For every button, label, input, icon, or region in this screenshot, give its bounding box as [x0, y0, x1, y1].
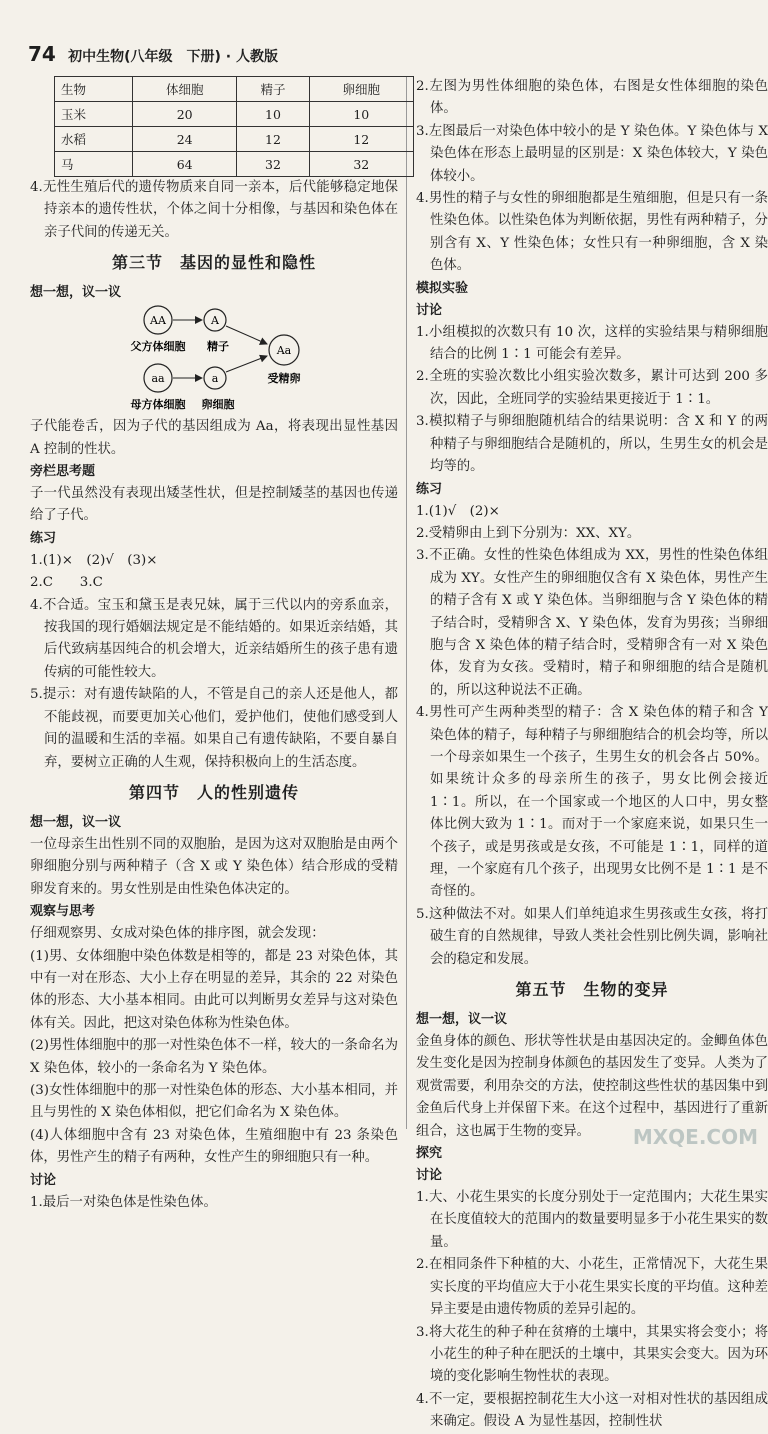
table-header: 生物	[55, 77, 133, 102]
table-cell: 10	[237, 102, 309, 127]
section5-think-heading: 想一想，议一议	[416, 1012, 508, 1028]
father-genotype: AA	[150, 314, 166, 328]
practice-answer: 2.受精卵由上到下分别为：XX、XY。	[416, 525, 641, 541]
table-cell: 12	[237, 127, 309, 152]
discussion-answer: 2.左图为男性体细胞的染色体，右图是女性体细胞的染色体。	[416, 79, 768, 117]
discussion-answer: 4.男性的精子与女性的卵细胞都是生殖细胞，但是只有一条性染色体。以性染色体为判断依据，男性有两种精子，分别含有 X、Y 性染色体；女性只有一种卵细胞，含 X 染色体。	[416, 191, 768, 274]
sperm-label: 精子	[207, 340, 229, 354]
chromosome-table	[54, 76, 414, 177]
table-cell: 24	[133, 127, 237, 152]
section4-title: 第四节 人的性别遗传	[128, 782, 299, 802]
simulation-heading: 模拟实验	[416, 280, 469, 296]
table-row	[55, 152, 414, 177]
column-divider	[406, 76, 407, 1129]
section3-title: 第三节 基因的显性和隐性	[111, 253, 316, 273]
page-number: 74	[28, 42, 56, 66]
observe-heading: 观察与思考	[30, 904, 96, 920]
simulation-answer: 2.全班的实验次数比小组实验次数多，累计可达到 200 多次，因此，全班同学的实验结果更接近于 1∶1。	[416, 369, 768, 407]
arrow-sperm-zygote	[226, 326, 267, 344]
table-cell: 12	[309, 127, 413, 152]
table-cell: 32	[309, 152, 413, 177]
section5-title: 第五节 生物的变异	[515, 980, 669, 1000]
explore-heading: 探究	[416, 1146, 443, 1162]
mother-label: 母方体细胞	[130, 398, 186, 412]
observe-text: (3)女性体细胞中的那一对性染色体的形态、大小基本相同，并且与男性的 X 染色体相似，把它们命名为 X 染色体。	[30, 1082, 398, 1121]
simulation-discussion-heading: 讨论	[416, 302, 443, 318]
zygote-genotype: Aa	[276, 344, 292, 358]
table-cell: 水稻	[55, 127, 133, 152]
table-cell: 32	[237, 152, 309, 177]
table-header: 卵细胞	[309, 77, 413, 102]
table-row	[55, 102, 414, 127]
practice-answer: 4.不合适。宝玉和黛玉是表兄妹，属于三代以内的旁系血亲，按我国的现行婚姻法规定是不能结婚的。如果近亲结婚，其后代致病基因纯合的机会增大，近亲结婚所生的孩子患有遗传病的可能性较大。	[30, 597, 398, 680]
father-label: 父方体细胞	[130, 340, 186, 354]
practice-answer: 2.C 3.C	[30, 575, 103, 591]
explore-answer: 1.大、小花生果实的长度分别处于一定范围内；大花生果实在长度值较大的范围内的数量要明显多于小花生果实的数量。	[416, 1190, 768, 1250]
left-column	[30, 76, 398, 1210]
section3-think-heading: 想一想，议一议	[30, 285, 122, 301]
observe-text: (1)男、女体细胞中染色体数是相等的，都是 23 对染色体，其中有一对在形态、大小上存在明显的差异，其余的 22 对染色体的形态、大小基本相同。由此可以判断男女差异与这对染色体有关。因此，把这对染色体称为性染色体。	[30, 948, 398, 1031]
site-watermark: MXQE.COM	[632, 1125, 758, 1149]
egg-genotype: a	[211, 372, 219, 386]
sidebar-question-heading: 旁栏思考题	[30, 464, 96, 480]
table-header-row	[55, 77, 414, 102]
sperm-genotype: A	[211, 314, 219, 328]
gene-diagram-svg	[30, 306, 398, 414]
table-row	[55, 127, 414, 152]
practice-answer: 1.(1)× (2)√ (3)×	[30, 552, 158, 568]
sidebar-question-answer: 子一代虽然没有表现出矮茎性状，但是控制矮茎的基因也传递给了子代。	[30, 486, 398, 524]
zygote-label: 受精卵	[267, 372, 301, 386]
table-cell: 10	[309, 102, 413, 127]
table-cell: 20	[133, 102, 237, 127]
arrow-egg-zygote	[226, 356, 267, 372]
egg-label: 卵细胞	[201, 398, 235, 412]
table-header: 精子	[237, 77, 309, 102]
practice-answer: 5.这种做法不对。如果人们单纯追求生男孩或生女孩，将打破生育的自然规律，导致人类社会性别比例失调，影响社会的稳定和发展。	[416, 906, 768, 967]
observe-text: (4)人体细胞中含有 23 对染色体，生殖细胞中有 23 条染色体，男性产生的精子有两种，女性产生的卵细胞只有一种。	[30, 1127, 398, 1166]
explore-answer: 2.在相同条件下种植的大、小花生，正常情况下，大花生果实长度的平均值应大于小花生果实长度的平均值。这种差异主要是由遗传物质的差异引起的。	[416, 1257, 768, 1318]
practice-answer: 1.(1)√ (2)×	[416, 503, 500, 519]
section4-practice-heading: 练习	[416, 481, 443, 497]
simulation-answer: 1.小组模拟的次数只有 10 次，这样的实验结果与精卵细胞结合的比例 1∶1 可能会有差异。	[416, 324, 768, 363]
table-cell: 玉米	[55, 102, 133, 127]
observe-text: (2)男性体细胞中的那一对性染色体不一样，较大的一条命名为 X 染色体，较小的一条命名为 Y 染色体。	[30, 1038, 398, 1076]
section4-discussion-heading: 讨论	[30, 1172, 57, 1188]
book-title: 初中生物(八年级 下册) · 人教版	[68, 49, 278, 65]
page-header	[28, 42, 278, 70]
explore-answer: 3.将大花生的种子种在贫瘠的土壤中，其果实将会变小；将小花生的种子种在肥沃的土壤中，其果实会变大。因为环境的变化影响生物性状的表现。	[416, 1324, 768, 1385]
practice-answer: 4.男性可产生两种类型的精子：含 X 染色体的精子和含 Y 染色体的精子，每种精子与卵细胞结合的机会均等，所以一个母亲如果生一个孩子，生男生女的机会各占 50%。如果统计众多的母亲所生的孩子，男女比例会接近 1∶1。所以，在一个国家或一个地区的人口中，男女整体比例大致为 1∶1。而对于一个家庭来说，如果只生一个孩子，或是男孩或是女孩，不可能是 1∶1，同样的道理，一个家庭有几个孩子，出现男女比例不是 1∶1 是不奇怪的。	[416, 705, 768, 900]
mother-genotype: aa	[151, 372, 165, 386]
explore-discussion-heading: 讨论	[416, 1168, 443, 1184]
practice-answer: 5.提示：对有遗传缺陷的人，不管是自己的亲人还是他人，都不能歧视，而要更加关心他们，爱护他们，使他们感受到人间的温暖和生活的幸福。如果自己有遗传缺陷，不要自暴自弃，要树立正确的人生观，保持积极向上的生活态度。	[30, 687, 398, 770]
section5-answer: 金鱼身体的颜色、形状等性状是由基因决定的。金鲫鱼体色发生变化是因为控制身体颜色的基因发生了变异。人类为了观赏需要，利用杂交的方法，使控制这些性状的基因集中到金鱼后代身上并保留下来。在这个过程中，基因进行了重新组合，这也属于生物的变异。	[416, 1034, 768, 1139]
table-cell: 64	[133, 152, 237, 177]
section3-practice-heading: 练习	[30, 530, 57, 546]
observe-text: 仔细观察男、女成对染色体的排序图，就会发现：	[30, 926, 325, 942]
section4-answer: 一位母亲生出性别不同的双胞胎，是因为这对双胞胎是由两个卵细胞分别与两种精子（含 X 或 Y 染色体）结合形成的受精卵发育来的。男女性别是由性染色体决定的。	[30, 836, 398, 897]
section4-think-heading: 想一想，议一议	[30, 814, 122, 830]
asexual-answer: 4.无性生殖后代的遗传物质来自同一亲本，后代能够稳定地保持亲本的遗传性状，个体之间十分相像，与基因和染色体在亲子代间的传递无关。	[30, 180, 398, 240]
gene-diagram	[30, 306, 398, 414]
practice-answer: 3.不正确。女性的性染色体组成为 XX，男性的性染色体组成为 XY。女性产生的卵细胞仅含有 X 染色体，男性产生的精子含有 X 或 Y 染色体。当卵细胞与含 Y 染色体的精子结合时，受精卵含 X、Y 染色体，发育为男孩；当卵细胞与含 X 染色体的精子结合时，受精卵含有一对 X 染色体，发育为女孩。受精时，精子和卵细胞的结合是随机的，所以这种说法不正确。	[416, 548, 768, 698]
table-header: 体细胞	[133, 77, 237, 102]
discussion-answer: 1.最后一对染色体是性染色体。	[30, 1194, 217, 1210]
table-cell: 马	[55, 152, 133, 177]
section3-answer: 子代能卷舌，因为子代的基因组成为 Aa，将表现出显性基因 A 控制的性状。	[30, 419, 398, 457]
discussion-answer: 3.左图最后一对染色体中较小的是 Y 染色体。Y 染色体与 X 染色体在形态上最明显的区别是：X 染色体较大，Y 染色体较小。	[416, 123, 768, 184]
explore-answer: 4.不一定，要根据控制花生大小这一对相对性状的基因组成来确定。假设 A 为显性基因，控制性状	[416, 1391, 768, 1430]
right-column	[416, 76, 768, 1430]
simulation-answer: 3.模拟精子与卵细胞随机结合的结果说明：含 X 和 Y 的两种精子与卵细胞结合是随机的，所以，生男生女的机会是均等的。	[416, 414, 768, 475]
